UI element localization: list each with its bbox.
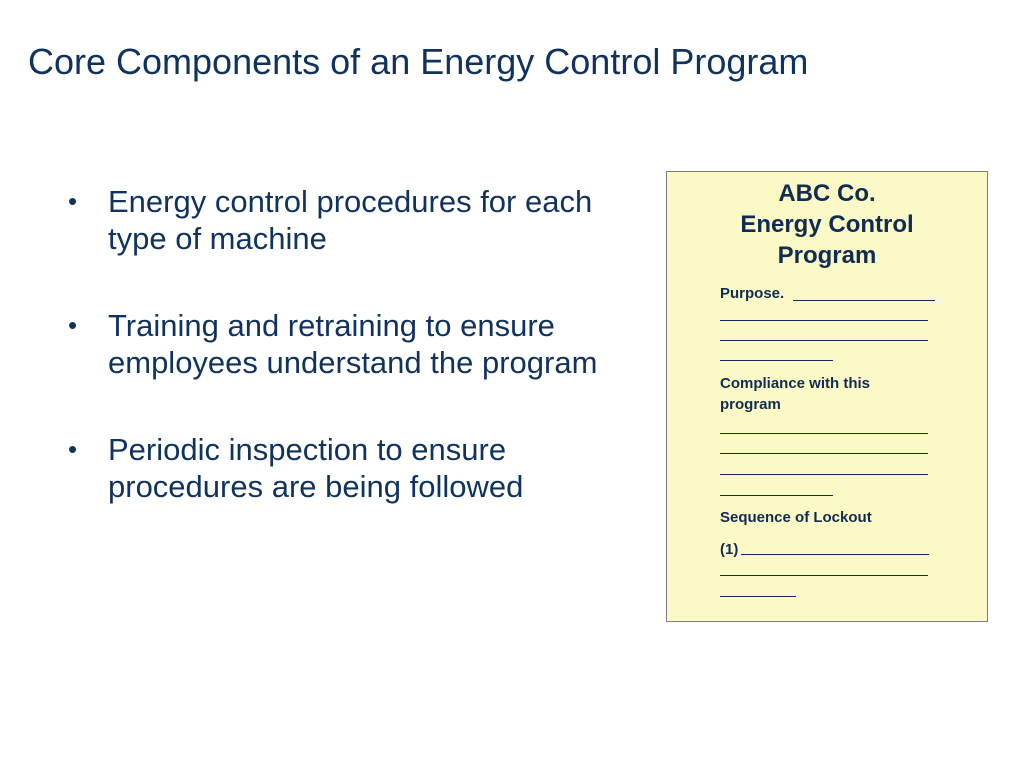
bullet-dot-icon: • xyxy=(68,310,78,340)
blank-line xyxy=(720,596,796,597)
blank-line xyxy=(720,453,928,454)
document-heading-line: ABC Co. xyxy=(778,180,876,207)
document-heading-line: Program xyxy=(777,242,877,269)
blank-line xyxy=(793,300,935,301)
compliance-label: Compliance with this xyxy=(720,375,871,392)
blank-line xyxy=(720,575,928,576)
purpose-label: Purpose. xyxy=(720,285,785,302)
bullet-dot-icon: • xyxy=(68,186,78,216)
blank-line xyxy=(741,554,929,555)
bullet-text: Energy control procedures for each type of machine xyxy=(108,184,593,256)
document-heading xyxy=(667,178,987,271)
bullet-text: Periodic inspection to ensure procedures are being followed xyxy=(108,432,524,504)
bullet-item xyxy=(64,183,654,257)
sequence-of-lockout-label: Sequence of Lockout xyxy=(720,509,872,526)
blank-line xyxy=(720,320,928,321)
bullet-item xyxy=(64,307,654,381)
blank-line xyxy=(720,474,928,475)
blank-line xyxy=(720,360,833,361)
compliance-label: program xyxy=(720,396,781,413)
blank-line xyxy=(720,433,928,434)
document-heading-line: Energy Control xyxy=(740,211,914,238)
blank-line xyxy=(720,340,928,341)
blank-line xyxy=(720,495,833,496)
bullet-dot-icon: • xyxy=(68,434,78,464)
bullet-text: Training and retraining to ensure employees understand the program xyxy=(108,308,598,380)
energy-control-program-document xyxy=(666,171,988,622)
slide-title: Core Components of an Energy Control Program xyxy=(28,41,809,82)
bullet-list xyxy=(64,183,654,555)
step-label: (1) xyxy=(720,541,739,558)
bullet-item xyxy=(64,431,654,505)
